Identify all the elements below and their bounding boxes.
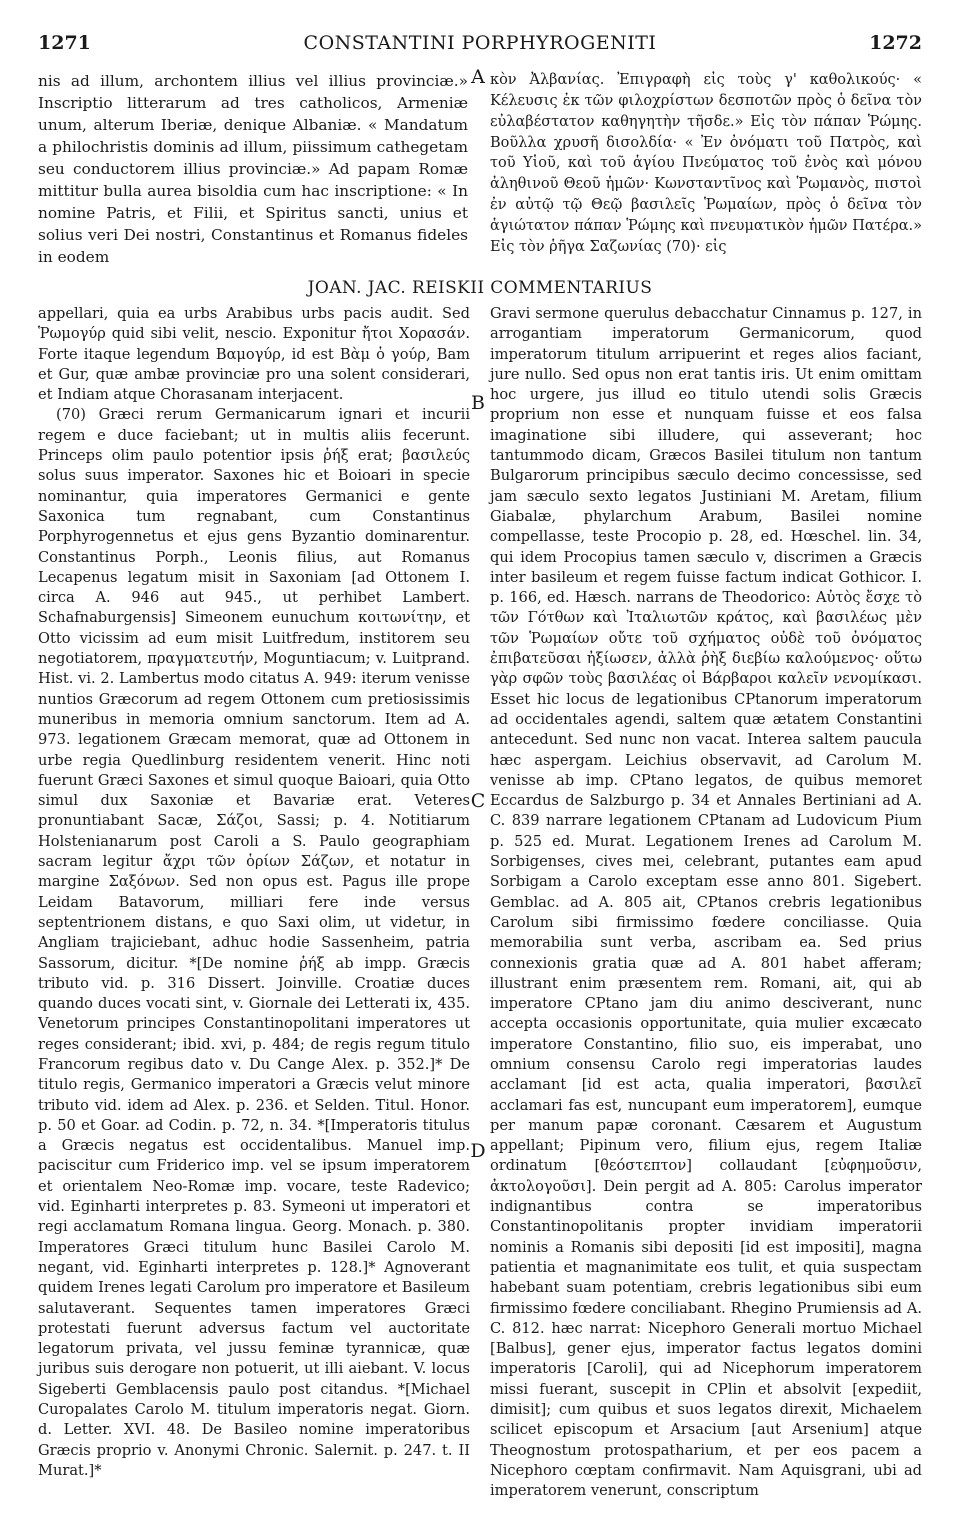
page-number-left: 1271 — [38, 32, 91, 54]
commentary-left-column — [38, 304, 470, 1481]
commentary-paragraph: Gravi sermone querulus debacchatur Cinnamus p. 127, in arrogantiam imperatorum Germanicorum, quod imperatorum titulum arripuerint et reges alios faciant, jure nullo. Sed opus non erat tantis iris. Ut enim omittam hoc urgere, jus illud eo titulo utendi solis Græcis proprium non esse et nunquam fuisse et eos falsa imaginatione sibi illudere, qui asseverant; hoc tantummodo dicam, Græcos Basilei titulum non tantum Bulgarorum principibus sæculo decimo concessisse, sed jam sæculo sexto legatos Justiniani M. Aretam, filium Giabalæ, phylarchum Arabum, Basilei nomine compellasse, teste Procopio p. 28, ed. Hœschel. lin. 34, qui idem Procopius tamen sæculo v, discrimen a Græcis inter basileum et regem fuisse factum indicat Gothicor. I. p. 166, ed. Hæsch. narrans de Theodorico: Αὐτὸς ἔσχε τὸ τῶν Γότθων καὶ Ἰταλιωτῶν κράτος, καὶ βασιλέως μὲν τῶν Ῥωμαίων οὔτε τοῦ σχήματος οὐδὲ τοῦ ὀνόματος ἐπιβατεῦσαι ἠξίωσεν, ἀλλὰ ῥὴξ διεβίω καλούμενος· οὕτω γὰρ σφῶν τοὺς βασιλέας οἱ Βάρβαροι καλεῖν νενομίκασι. Esset hic locus de legationibus CPtanorum imperatorum ad occidentales agendi, saltem quæ ætatem Constantini antecedunt. Sed nunc non vacat. Interea saltem paucula hæc aspergam. Leichius observavit, ad Carolum M. venisse ab imp. CPtano legatos, de quibus memoret Eccardus de Salzburgo p. 34 et Annales Bertiniani ad A. C. 839 narrare legationem CPtanam ad Ludovicum Pium p. 525 ed. Murat. Legationem Irenes ad Carolum M. Sorbigenses, cives mei, celebrant, putantes eam apud Sorbigam a Carolo exceptam esse anno 801. Sigebert. Gemblac. ad A. 805 ait, CPtanos crebris legationibus Carolum sibi firmissimo fœdere conciliasse. Quia memorabilia sunt verba, ascribam ea. Sed prius connexionis gratia quæ ad A. 801 habet afferam; illustrant enim præsentem rem. Romani, ait, qui ab imperatore CPtano jam diu animo desciverant, nunc accepta occasionis opportunitate, quia mulier excæcato imperatore Constantino, filio suo, eis imperabat, uno omnium consensu Carolo regi imperatorias laudes acclamant [id est acta, qualia imperatori, βασιλεῖ acclamari fas est, nuncupant eum imperatorem], eumque per manum papæ coronant. Cæsarem et Augustum appellant; Pipinum vero, filium ejus, regem Italiæ ordinatum [θεόστεπτον] collaudant [εὐφημοῦσιν, ἀκτολογοῦσι]. Dein pergit ad A. 805: Carolus imperator indignantibus contra se imperatoribus Constantinopolitanis propter invidiam imperatorii nominis a Romanis sibi depositi [id est impositi], magna patientia et magnanimitate eos tulit, et quia suspectam habebant suam potentiam, crebris legationibus sibi eum firmissimo fœdere conciliabant. Rhegino Prumiensis ad A. C. 812. hæc narrat: Nicephoro Generali mortuo Michael [Balbus], gener ejus, imperator factus legatos domini imperatoris [Caroli], qui ad Nicephorum imperatorem missi fuerant, suscepit in CPlin et absolvit [expediit, dimisit]; cum quibus et suos legatos direxit, Michaelem scilicet episcopum et Arsacium [aut Arsenium] atque Theognostum protospatharium, et per eos pacem a Nicephoro cœptam confirmavit. Nam Aquisgrani, ubi ad imperatorem venerunt, conscriptum — [490, 305, 922, 1500]
commentary-paragraph: appellari, quia ea urbs Arabibus urbs pacis audit. Sed Ῥωμογύρ quid sibi velit, nescio. Exponitur ἤτοι Χορασάν. Forte itaque legendum Βαμογύρ, id est Βὰμ ὁ γούρ, Bam et Gur, quæ ambæ provinciæ pro una solent considerari, et Indiam atque Chorasanam interjacent. — [38, 305, 470, 404]
running-header — [38, 32, 922, 62]
commentary-right-column — [490, 304, 922, 1502]
margin-letter-a: A — [471, 66, 485, 88]
margin-letter-d: D — [470, 1140, 486, 1162]
commentary-paragraph: (70) Græci rerum Germanicarum ignari et incurii regem e duce faciebant; ut in multis aliis fecerunt. Princeps olim paulo potentior ipsis ῥήξ erat; βασιλεύς solus suus imperator. Saxones hic et Boioari in specie nominantur, quia imperatores Germanici e gente Saxonica tum regnabant, cum Constantinus Porphyrogennetus et ejus gens Byzantio dominarentur. Constantinus Porph., Leonis filius, aut Romanus Lecapenus legatum misit in Saxoniam [ad Ottonem I. circa A. 946 aut 945., ut perhibet Lambert. Schafnaburgensis] Simeonem eunuchum κοιτωνίτην, et Otto vicissim ad eum misit Luitfredum, institorem seu negotiatorem, πραγματευτήν, Moguntiacum; v. Luitprand. Hist. vi. 2. Lambertus modo citatus A. 949: iterum venisse nuntios Græcorum ad regem Ottonem cum pretiosissimis muneribus in memoria omnium sanctorum. Item ad A. 973. legationem Græcam memorat, quæ ad Ottonem in urbe regia Quedlinburg residentem venerit. Hinc noti fuerunt Græci Saxones et simul quoque Baioari, quia Otto simul dux Saxoniæ et Bavariæ erat. Veteres pronuntiabant Sacæ, Σάζοι, Sassi; p. 4. Notitiarum Holstenianarum post Caroli a S. Paulo geographiam sacram legitur ἄχρι τῶν ὁρίων Σάζων, et notatur in margine Σαξόνων. Sed non opus est. Pagus ille prope Leidam Batavorum, milliari fere inde versus septentrionem distans, e quo Saxi olim, ut videtur, in Angliam trajiciebant, adhuc hodie Sassenheim, patria Sassorum, dicitur. *[De nomine ῥήξ ab impp. Græcis tributo vid. p. 316 Dissert. Joinville. Croatiæ duces quando duces vocati sint, v. Giornale dei Letterati ix, 435. Venetorum principes Constantinopolitani imperatores ut reges considerant; ibid. xvi, p. 484; de regis regum titulo Francorum regibus dato v. Du Cange Alex. p. 352.]* De titulo regis, Germanico imperatori a Græcis velut minore tributo vid. idem ad Alex. p. 236. et Selden. Titul. Honor. p. 50 et Goar. ad Codin. p. 72, n. 34. *[Imperatoris titulus a Græcis negatus est occidentalibus. Manuel imp. paciscitur cum Friderico imp. vel se ipsum imperatorem et orientalem Neo-Romæ imp. vocare, teste Radevico; vid. Eginharti interpretes p. 83. Symeoni ut imperatori et regi acclamatum Romana lingua. Georg. Monach. p. 380. Imperatores Græci titulum hunc Basilei Carolo M. negant, vid. Eginharti interpretes p. 128.]* Agnoverant quidem Irenes legati Carolum pro imperatore et Basileum salutaverant. Sequentes tamen imperatores Græci protestati fuerunt adversus factum vel auctoritate legatorum privata, vel jussu feminæ tyrannicæ, quæ juribus suis derogare non potuerit, ut illi aiebant. V. locus Sigeberti Gemblacensis paulo post citandus. *[Michael Curopalates Carolo M. titulum imperatoris negat. Giorn. d. Letter. XVI. 48. De Basileo nomine imperatoribus Græcis proprio v. Anonymi Chronic. Salernit. p. 247. t. II Murat.]* — [38, 406, 470, 1479]
margin-letter-c: C — [470, 790, 486, 812]
running-title: CONSTANTINI PORPHYROGENITI — [303, 32, 657, 54]
latin-paragraph: nis ad illum, archontem illius vel illius provinciæ.» Inscriptio litterarum ad tres catholicos, Armeniæ unum, alterum Iberiæ, denique Albaniæ. « Mandatum a philochristis dominis ad illum, piissimum cathegetam seu conductorem illius provinciæ.» Ad papam Romæ mittitur bulla aurea bisoldia cum hac inscriptione: « In nomine Patris, et Filii, et Spiritus sancti, unius et solius veri Dei nostri, Constantinus et Romanus fideles in eodem — [38, 72, 468, 266]
greek-text-column — [490, 70, 922, 258]
page-number-right: 1272 — [869, 32, 922, 54]
commentary-title: JOAN. JAC. REISKII COMMENTARIUS — [307, 278, 653, 298]
latin-text-column — [38, 70, 468, 268]
margin-letter-b: B — [471, 392, 485, 414]
greek-paragraph: κὸν Ἀλβανίας. Ἐπιγραφὴ εἰς τοὺς γ' καθολικούς· « Κέλευσις ἐκ τῶν φιλοχρίστων δεσποτῶν πρὸς ὁ δεῖνα τὸν εὐλαβέστατον καθηγητὴν τῆσδε.» Εἰς τὸν πάπαν Ῥώμης. Βοῦλλα χρυσῆ δισολδία· « Ἐν ὀνόματι τοῦ Πατρὸς, καὶ τοῦ Υἱοῦ, καὶ τοῦ ἁγίου Πνεύματος τοῦ ἑνὸς καὶ μόνου ἀληθινοῦ Θεοῦ ἡμῶν· Κωνσταντῖνος καὶ Ῥωμανὸς, πιστοὶ ἐν αὐτῷ τῷ Θεῷ βασιλεῖς Ῥωμαίων, πρὸς ὁ δεῖνα τὸν ἁγιώτατον πάπαν Ῥώμης καὶ πνευματικὸν ἡμῶν Πατέρα.» Εἰς τὸν ῥῆγα Σαζωνίας (70)· εἰς — [490, 72, 922, 255]
